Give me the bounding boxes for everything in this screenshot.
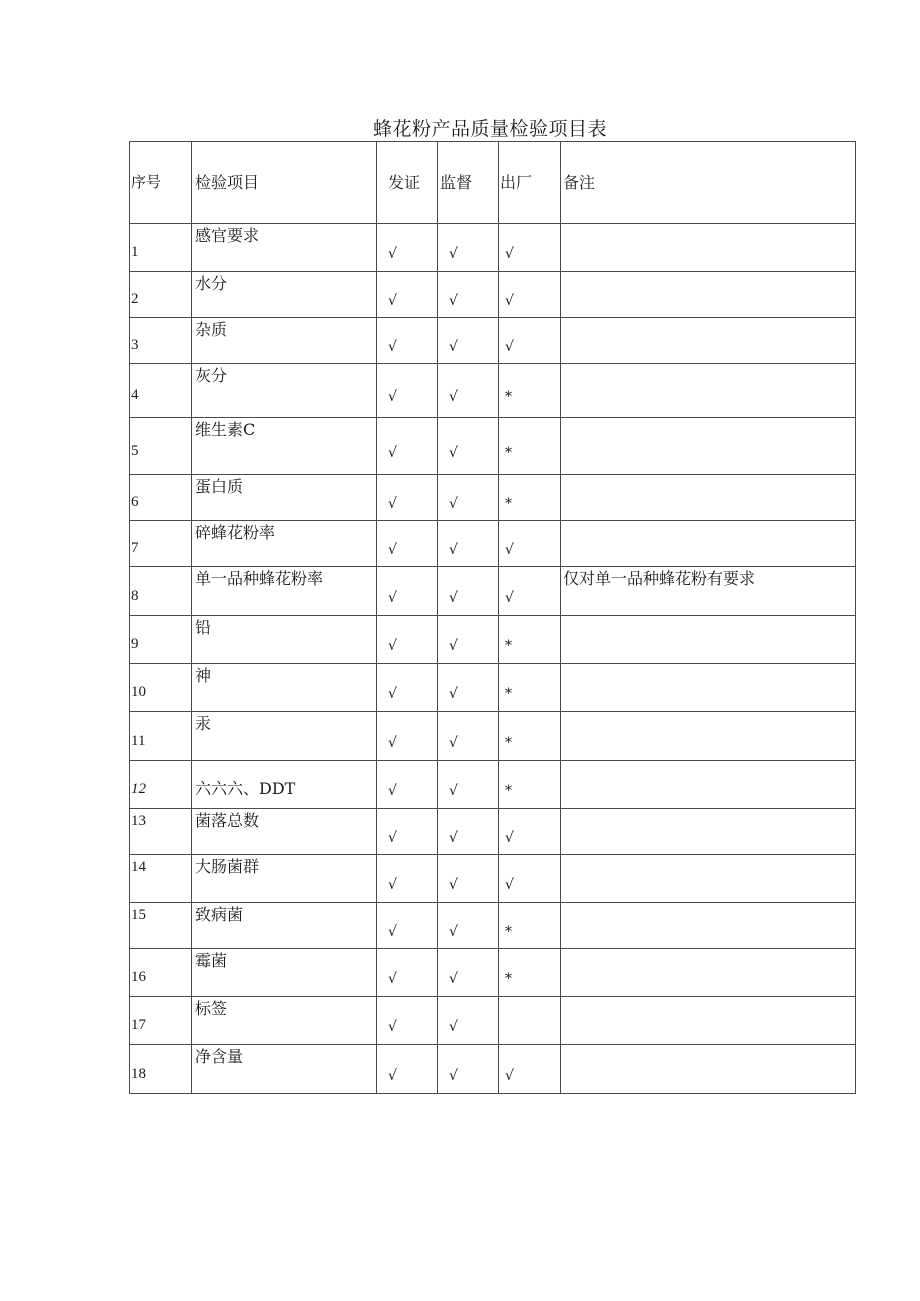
row-no-text: 7 <box>131 540 139 556</box>
row-no-text: 16 <box>131 969 146 985</box>
row-no <box>130 809 192 855</box>
row-no-text: 12 <box>131 781 146 797</box>
row-factory <box>499 418 561 475</box>
row-no <box>130 712 192 761</box>
row-no <box>130 567 192 616</box>
row-item <box>192 761 377 809</box>
table-row <box>130 418 856 475</box>
row-supervision-text: √ <box>449 293 458 309</box>
row-no <box>130 949 192 997</box>
row-factory-text: * <box>505 924 512 940</box>
row-factory-text: √ <box>505 246 514 262</box>
row-factory <box>499 224 561 272</box>
row-no-text: 15 <box>131 907 146 923</box>
row-item-text: 神 <box>195 666 212 685</box>
row-cert <box>377 997 438 1045</box>
row-no <box>130 903 192 949</box>
row-supervision-text: √ <box>449 590 458 606</box>
row-factory-text: * <box>505 783 512 799</box>
table-row <box>130 903 856 949</box>
row-supervision-text: √ <box>449 686 458 702</box>
row-supervision-text: √ <box>449 542 458 558</box>
table-header-row <box>130 142 856 224</box>
header-no: 序号 <box>130 142 192 224</box>
row-item <box>192 855 377 903</box>
row-cert-text: √ <box>388 638 397 654</box>
row-no-text: 11 <box>131 733 146 749</box>
row-cert-text: √ <box>388 542 397 558</box>
row-factory <box>499 1045 561 1094</box>
row-supervision-text: √ <box>449 389 458 405</box>
row-item-text: 灰分 <box>195 366 228 385</box>
row-no <box>130 521 192 567</box>
row-cert <box>377 224 438 272</box>
row-supervision-text: √ <box>449 339 458 355</box>
table-row <box>130 475 856 521</box>
row-no-text: 5 <box>131 443 139 459</box>
row-no-text: 17 <box>131 1017 146 1033</box>
row-supervision-text: √ <box>449 877 458 893</box>
row-item-text: 维生素C <box>195 420 256 439</box>
row-supervision <box>438 318 499 364</box>
row-no-text: 1 <box>131 244 139 260</box>
row-supervision-text: √ <box>449 830 458 846</box>
row-supervision <box>438 567 499 616</box>
row-item <box>192 521 377 567</box>
row-note <box>561 224 856 272</box>
row-note <box>561 567 856 616</box>
row-supervision <box>438 475 499 521</box>
row-note <box>561 1045 856 1094</box>
row-cert-text: √ <box>388 590 397 606</box>
row-supervision-text: √ <box>449 638 458 654</box>
row-cert-text: √ <box>388 445 397 461</box>
row-factory <box>499 809 561 855</box>
row-factory-text: √ <box>505 1068 514 1084</box>
row-cert-text: √ <box>388 389 397 405</box>
row-cert <box>377 1045 438 1094</box>
row-supervision <box>438 418 499 475</box>
row-cert-text: √ <box>388 924 397 940</box>
row-no <box>130 761 192 809</box>
row-supervision <box>438 809 499 855</box>
row-cert-text: √ <box>388 971 397 987</box>
row-note <box>561 272 856 318</box>
row-item <box>192 475 377 521</box>
row-cert-text: √ <box>388 686 397 702</box>
row-supervision <box>438 364 499 418</box>
row-cert <box>377 418 438 475</box>
row-item-text: 碎蜂花粉率 <box>195 523 276 542</box>
row-factory-text: √ <box>505 590 514 606</box>
table-row <box>130 318 856 364</box>
row-supervision-text: √ <box>449 445 458 461</box>
table-row <box>130 664 856 712</box>
row-supervision <box>438 1045 499 1094</box>
row-cert <box>377 364 438 418</box>
header-factory: 出厂 <box>499 142 561 224</box>
row-item-text: 杂质 <box>195 320 228 339</box>
row-factory-text: √ <box>505 830 514 846</box>
row-no-text: 8 <box>131 588 139 604</box>
table-row <box>130 855 856 903</box>
row-note <box>561 761 856 809</box>
row-cert-text: √ <box>388 877 397 893</box>
row-cert <box>377 855 438 903</box>
row-item-text: 蛋白质 <box>195 477 244 496</box>
row-factory <box>499 997 561 1045</box>
row-factory <box>499 761 561 809</box>
table-row <box>130 761 856 809</box>
row-factory <box>499 949 561 997</box>
row-factory <box>499 903 561 949</box>
row-item-text: 标签 <box>195 999 228 1018</box>
row-no <box>130 616 192 664</box>
row-factory <box>499 567 561 616</box>
row-no <box>130 475 192 521</box>
row-supervision <box>438 997 499 1045</box>
row-supervision-text: √ <box>449 971 458 987</box>
row-cert-text: √ <box>388 1068 397 1084</box>
row-factory <box>499 855 561 903</box>
row-no-text: 9 <box>131 636 139 652</box>
row-item-text: 铅 <box>195 618 212 637</box>
row-item-text: 霉菌 <box>195 951 228 970</box>
row-no-text: 4 <box>131 387 139 403</box>
row-supervision <box>438 855 499 903</box>
row-no-text: 14 <box>131 859 146 875</box>
row-factory-text: √ <box>505 877 514 893</box>
row-factory-text: √ <box>505 339 514 355</box>
table-row <box>130 224 856 272</box>
row-no-text: 18 <box>131 1066 146 1082</box>
row-note <box>561 418 856 475</box>
row-supervision-text: √ <box>449 1068 458 1084</box>
row-no <box>130 318 192 364</box>
row-cert <box>377 272 438 318</box>
row-factory <box>499 475 561 521</box>
row-note <box>561 664 856 712</box>
table-row <box>130 949 856 997</box>
row-no-text: 3 <box>131 337 139 353</box>
row-cert <box>377 521 438 567</box>
row-no-text: 6 <box>131 494 139 510</box>
inspection-items-table <box>129 141 856 1094</box>
row-cert <box>377 616 438 664</box>
row-item <box>192 272 377 318</box>
row-cert <box>377 664 438 712</box>
row-supervision <box>438 272 499 318</box>
table-row <box>130 809 856 855</box>
row-no <box>130 364 192 418</box>
row-supervision-text: √ <box>449 496 458 512</box>
row-supervision-text: √ <box>449 735 458 751</box>
row-factory-text: √ <box>505 542 514 558</box>
table-row <box>130 567 856 616</box>
row-factory <box>499 616 561 664</box>
row-note <box>561 364 856 418</box>
row-no <box>130 997 192 1045</box>
row-supervision <box>438 521 499 567</box>
row-item <box>192 1045 377 1094</box>
row-cert-text: √ <box>388 339 397 355</box>
row-supervision <box>438 224 499 272</box>
row-note <box>561 997 856 1045</box>
row-cert <box>377 903 438 949</box>
row-item <box>192 664 377 712</box>
row-cert-text: √ <box>388 735 397 751</box>
row-factory-text: * <box>505 971 512 987</box>
row-item <box>192 364 377 418</box>
row-item-text: 致病菌 <box>195 905 244 924</box>
row-supervision-text: √ <box>449 783 458 799</box>
row-note <box>561 809 856 855</box>
row-item <box>192 318 377 364</box>
row-cert-text: √ <box>388 246 397 262</box>
row-no-text: 13 <box>131 813 146 829</box>
row-factory-text: √ <box>505 293 514 309</box>
table-row <box>130 997 856 1045</box>
row-cert-text: √ <box>388 783 397 799</box>
row-cert <box>377 761 438 809</box>
table-row <box>130 712 856 761</box>
row-note <box>561 475 856 521</box>
row-supervision <box>438 903 499 949</box>
row-note <box>561 855 856 903</box>
row-note <box>561 521 856 567</box>
row-note <box>561 616 856 664</box>
row-supervision <box>438 949 499 997</box>
row-factory <box>499 272 561 318</box>
table-row <box>130 1045 856 1094</box>
row-factory-text: * <box>505 445 512 461</box>
row-item-text: 菌落总数 <box>195 811 260 830</box>
row-cert <box>377 567 438 616</box>
row-cert <box>377 475 438 521</box>
row-factory <box>499 712 561 761</box>
row-cert <box>377 949 438 997</box>
row-item <box>192 567 377 616</box>
row-note <box>561 318 856 364</box>
row-supervision <box>438 616 499 664</box>
row-item-text: 大肠菌群 <box>195 857 260 876</box>
row-note <box>561 903 856 949</box>
row-supervision <box>438 761 499 809</box>
row-factory-text: * <box>505 389 512 405</box>
header-item: 检验项目 <box>192 142 377 224</box>
row-no <box>130 272 192 318</box>
row-cert-text: √ <box>388 293 397 309</box>
row-factory <box>499 318 561 364</box>
row-item-text: 感官要求 <box>195 226 260 245</box>
row-factory <box>499 521 561 567</box>
row-no <box>130 224 192 272</box>
row-cert-text: √ <box>388 496 397 512</box>
row-item <box>192 712 377 761</box>
row-no <box>130 664 192 712</box>
row-item <box>192 224 377 272</box>
row-factory <box>499 364 561 418</box>
row-note <box>561 712 856 761</box>
row-no <box>130 418 192 475</box>
row-supervision <box>438 712 499 761</box>
row-supervision-text: √ <box>449 1019 458 1035</box>
row-note <box>561 949 856 997</box>
row-no <box>130 1045 192 1094</box>
row-note-text: 仅对单一品种蜂花粉有要求 <box>563 569 756 588</box>
row-supervision <box>438 664 499 712</box>
row-cert-text: √ <box>388 830 397 846</box>
row-cert <box>377 318 438 364</box>
table-row <box>130 616 856 664</box>
table-row <box>130 364 856 418</box>
header-note: 备注 <box>561 142 856 224</box>
row-cert <box>377 809 438 855</box>
row-item <box>192 949 377 997</box>
row-item <box>192 903 377 949</box>
header-supervision: 监督 <box>438 142 499 224</box>
row-factory <box>499 664 561 712</box>
row-no-text: 2 <box>131 291 139 307</box>
row-item-text: 水分 <box>195 274 228 293</box>
document-title: 蜂花粉产品质量检验项目表 <box>372 118 607 140</box>
row-no <box>130 855 192 903</box>
row-factory-text: * <box>505 496 512 512</box>
row-item <box>192 809 377 855</box>
row-item-text: 单一品种蜂花粉率 <box>195 569 324 588</box>
row-supervision-text: √ <box>449 924 458 940</box>
row-no-text: 10 <box>131 684 146 700</box>
row-item-text: 净含量 <box>195 1047 244 1066</box>
header-cert: 发证 <box>377 142 438 224</box>
table-row <box>130 521 856 567</box>
table-row <box>130 272 856 318</box>
row-item-text: 汞 <box>195 714 212 733</box>
row-item-text: 六六六、DDT <box>195 779 296 798</box>
row-cert-text: √ <box>388 1019 397 1035</box>
row-item <box>192 997 377 1045</box>
row-factory-text: * <box>505 735 512 751</box>
row-item <box>192 418 377 475</box>
row-supervision-text: √ <box>449 246 458 262</box>
row-factory-text: * <box>505 638 512 654</box>
row-cert <box>377 712 438 761</box>
row-factory-text: * <box>505 686 512 702</box>
row-item <box>192 616 377 664</box>
